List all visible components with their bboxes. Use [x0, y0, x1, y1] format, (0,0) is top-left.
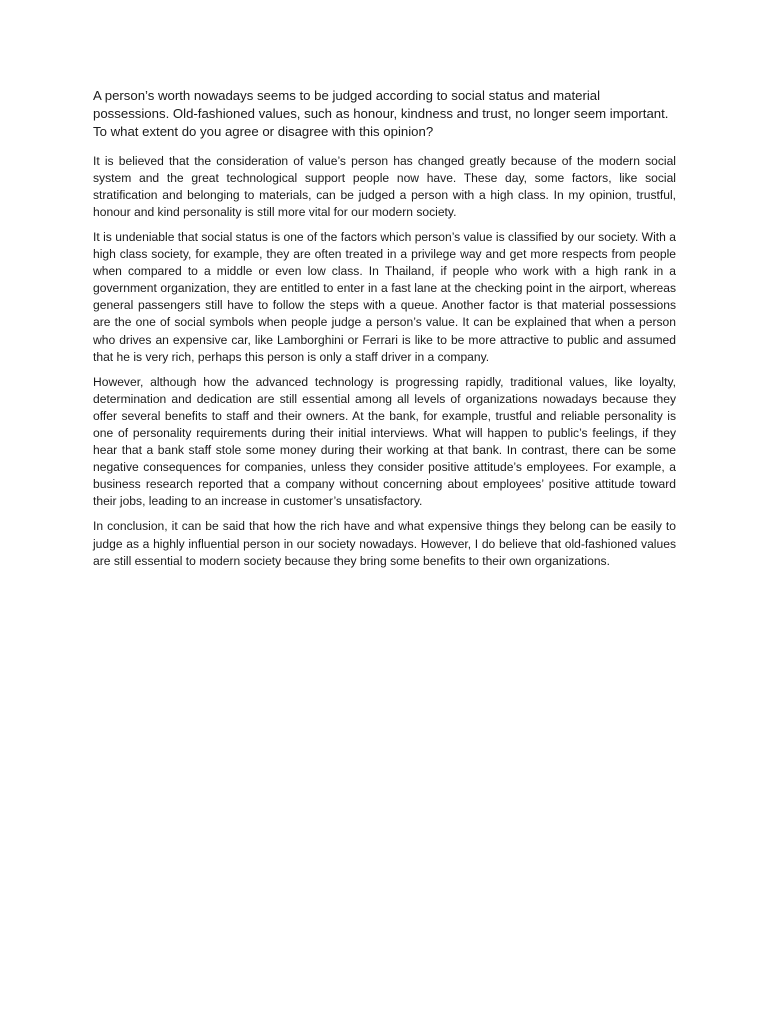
prompt-statement: A person’s worth nowadays seems to be judged according to social status and material possessions. Old-fashioned values, such as honour, kindness and trust, no longer seem important. — [93, 88, 669, 122]
essay-prompt — [93, 87, 676, 142]
essay-paragraph-body-1: It is undeniable that social status is one of the factors which person’s value is classified by our society. With a high class society, for example, they are often treated in a privilege way and get more respects from people when compared to a middle or even low class. In Thailand, if people who work with a high rank in a government organization, they are entitled to enter in a fast lane at the checking point in the airport, whereas general passengers still have to follow the steps with a queue. Another factor is that material possessions are the one of social symbols when people judge a person’s value. It can be explained that when a person who drives an expensive car, like Lamborghini or Ferrari is like to be more attractive to public and assumed that he is very rich, perhaps this person is only a staff driver in a company. — [93, 229, 676, 364]
essay-paragraph-introduction: It is believed that the consideration of value’s person has changed greatly because of the modern social system and the great technological support people now have. These day, some factors, like social stratification and belonging to materials, can be judged a person with a high class. In my opinion, trustful, honour and kind personality is still more vital for our modern society. — [93, 153, 676, 219]
prompt-question: To what extent do you agree or disagree with this opinion? — [93, 124, 434, 140]
document-body — [93, 87, 676, 578]
essay-paragraph-body-2: However, although how the advanced technology is progressing rapidly, traditional values, like loyalty, determination and dedication are still essential among all levels of organizations nowadays because they offer several benefits to staff and their owners. At the bank, for example, trustful and reliable personality is one of personality requirements during their initial interviews. What will happen to public’s feelings, if they hear that a bank staff stole some money during their working at that bank. In contrast, there can be some negative consequences for companies, unless they consider positive attitude’s employees. For example, a business research reported that a company without concerning about employees’ positive attitude toward their jobs, leading to an increase in customer’s unsatisfactory. — [93, 374, 676, 509]
essay-paragraph-conclusion: In conclusion, it can be said that how the rich have and what expensive things they belong can be easily to judge as a highly influential person in our society nowadays. However, I do believe that old-fashioned values are still essential to modern society because they bring some benefits to their own organizations. — [93, 519, 676, 568]
